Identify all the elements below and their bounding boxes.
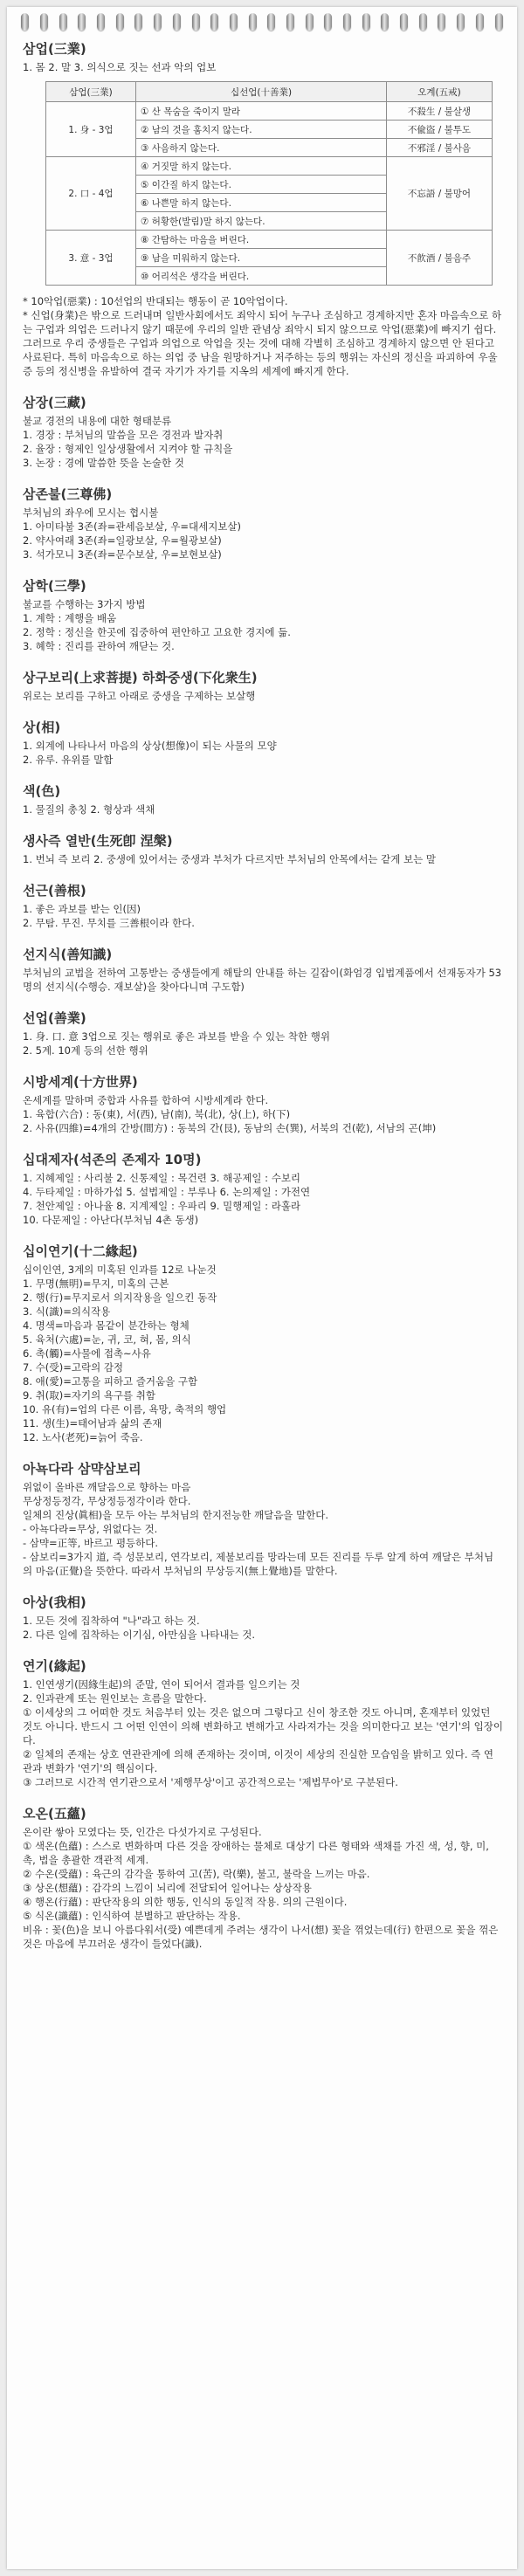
text-line: 1. 무명(無明)=무지, 미혹의 근본 [23, 1278, 169, 1290]
section-title: 오온(五蘊) [23, 1806, 86, 1822]
text-line: 불교를 수행하는 3가지 방법 [23, 598, 146, 610]
group-name: 3. 意 - 3업 [46, 231, 136, 286]
binding-ring-icon [306, 13, 314, 31]
section-title: 선업(善業) [23, 1010, 86, 1026]
section-title: 삼존불(三尊佛) [23, 486, 113, 502]
note-line: * 10악업(惡業) : 10선업의 반대되는 행동이 곧 10악업이다. [23, 295, 288, 307]
text-line: 온이란 쌓아 모였다는 뜻, 인간은 다섯가지로 구성된다. [23, 1826, 262, 1838]
text-line: 12. 노사(老死)=늙어 죽음. [23, 1431, 143, 1443]
text-line: 2. 5계. 10계 등의 선한 행위 [23, 1044, 148, 1057]
text-line: 11. 생(生)=태어남과 삶의 존재 [23, 1417, 162, 1429]
section-seongeun [23, 882, 503, 930]
binding-ring-icon [40, 13, 48, 31]
precept-item: ① 산 목숨을 죽이지 말라 [136, 102, 387, 121]
binding-ring-icon [21, 13, 29, 31]
section-title: 아상(我相) [23, 1595, 86, 1610]
precept-name: 不飮酒 / 불음주 [387, 231, 493, 286]
spiral-binding [7, 7, 517, 37]
note-line: * 신업(身業)은 밖으로 드러내며 일반사회에서도 죄악시 되어 누구나 조심하고 경계하지만 혼자 마음속으로 하는 구업과 의업은 드러나지 않기 때문에 우리의 일반 관념상 죄악시 되지 않으므로 악업(惡業)에 빠지기 쉽다. 그러므로 우리 중생들은 구업과 의업으로 악업을 짓는 것에 대해 각별히 조심하고 경계하지 않으면 안 된다고 사료된다. 특히 마음속으로 하는 의업 중 남을 원망하거나 저주하는 등의 행위는 자신의 정신을 파괴하여 우울증 등의 정신병을 유발하여 결국 자기가 자기를 지옥의 세계에 빠지게 한다. [23, 309, 502, 377]
text-line: 1. 身. 口. 意 3업으로 짓는 행위로 좋은 과보를 받을 수 있는 착한 행위 [23, 1030, 331, 1043]
col-header: 오계(五戒) [387, 82, 493, 102]
binding-ring-icon [192, 13, 200, 31]
precept-name: 不忘語 / 불망어 [387, 157, 493, 231]
section-yeongi [23, 1657, 503, 1789]
text-line: 2. 약사여래 3존(좌=일광보살, 우=월광보살) [23, 534, 222, 547]
binding-ring-icon [78, 13, 86, 31]
text-line: ③ 상온(想蘊) : 감각의 느낌이 뇌리에 전달되어 일어나는 상상작용 [23, 1882, 312, 1894]
col-header: 십선업(十善業) [136, 82, 387, 102]
precept-item: ⑥ 나쁜말 하지 않는다. [136, 194, 387, 212]
section-sang [23, 719, 503, 767]
binding-ring-icon [173, 13, 181, 31]
precept-item: ③ 사음하지 않는다. [136, 139, 387, 157]
text-line: 2. 인과관계 또는 원인보는 흐름을 말한다. [23, 1692, 207, 1705]
text-line: 7. 수(受)=고락의 감정 [23, 1361, 124, 1374]
section-sipdae-jeja [23, 1151, 503, 1227]
text-line: 일체의 진상(眞相)을 모두 아는 부처님의 한지전능한 깨달음을 말한다. [23, 1509, 329, 1521]
text-line: - 삼보리=3가지 道, 즉 성문보리, 연각보리, 제불보리를 망라는데 모든 진리를 두루 알게 하여 깨달은 부처님의 마음(正覺)을 뜻한다. 따라서 부처님의 무상등지(無上覺地)를 말한다. [23, 1551, 494, 1577]
text-line: 1. 계학 : 계행을 배움 [23, 612, 117, 624]
text-line: 2. 정학 : 정신을 한곳에 집중하여 편안하고 고요한 경지에 듦. [23, 626, 291, 638]
precept-item: ⑦ 허황한(발림)말 하지 않는다. [136, 212, 387, 231]
section-seoneop [23, 1009, 503, 1057]
section-oon [23, 1805, 503, 1951]
section-title: 선지식(善知識) [23, 947, 113, 962]
section-title: 삼업(三業) [23, 41, 86, 57]
binding-ring-icon [249, 13, 257, 31]
precept-item: ④ 거짓말 하지 않는다. [136, 157, 387, 176]
binding-ring-icon [343, 13, 351, 31]
text-line: 무상정등정각, 무상정등정각이라 한다. [23, 1495, 191, 1507]
text-line: 불교 경전의 내용에 대한 형태분류 [23, 415, 172, 427]
text-line: 비유 : 꽃(色)을 보니 아름다워서(受) 예쁜데게 주려는 생각이 나서(想) 꽃을 꺾었는데(行) 한편으로 꽃을 꺾은 것은 마음에 부끄러운 생각이 들었다(識). [23, 1924, 499, 1950]
section-title: 시방세계(十方世界) [23, 1074, 138, 1090]
text-line: ② 수온(受蘊) : 육근의 감각을 통하여 고(苦), 락(樂), 불고, 불락을 느끼는 마음. [23, 1868, 370, 1880]
section-title: 십이연기(十二緣起) [23, 1243, 138, 1259]
precept-name: 不邪淫 / 불사음 [387, 139, 493, 157]
section-title: 상(相) [23, 720, 61, 735]
text-line: 1. 외계에 나타나서 마음의 상상(想像)이 되는 사물의 모양 [23, 740, 277, 752]
binding-ring-icon [154, 13, 162, 31]
binding-ring-icon [210, 13, 218, 31]
text-line: ⑤ 식온(識蘊) : 인식하여 분별하고 판단하는 작용. [23, 1910, 241, 1922]
section-samjang [23, 394, 503, 470]
text-line: ④ 행온(行蘊) : 판단작용의 의한 행동, 인식의 동일적 작용. 의의 근원이다. [23, 1896, 348, 1908]
text-line: 3. 식(識)=의식작용 [23, 1305, 111, 1318]
precept-name: 不殺生 / 불살생 [387, 102, 493, 121]
text-line: 4. 두타제일 : 마하가섭 5. 설법제일 : 부루나 6. 논의제일 : 가전연 [23, 1186, 311, 1198]
precept-item: ⑧ 간탐하는 마음을 버린다. [136, 231, 387, 249]
text-line: ③ 그러므로 시간적 연기관으로서 '제행무상'이고 공간적으로는 '제법무아'로 구분된다. [23, 1776, 398, 1788]
text-line: 부처님의 교법을 전하여 고통받는 중생들에게 해탈의 안내를 하는 길잡이(화엄경 입법계품에서 선재동자가 53명의 선지식(수행승. 재보살)을 찾아다니며 구도함) [23, 967, 502, 993]
text-line: 1. 좋은 과보를 받는 인(因) [23, 903, 141, 915]
precept-item: ⑩ 어리석은 생각을 버린다. [136, 267, 387, 286]
section-title: 색(色) [23, 783, 61, 799]
text-line: ① 이세상의 그 어떠한 것도 처음부터 있는 것은 없으며 그렇다고 신이 창조한 것도 아니며, 혼재부터 있었던 것도 아니다. 반드시 그 어떤 인연이 의해 변화하고 변해가고 사라져가는 것을 의미한다고 보는 '연기'의 입장이다. [23, 1706, 503, 1746]
text-line: 9. 취(取)=자기의 욕구를 취함 [23, 1389, 156, 1402]
table-row [46, 231, 493, 249]
text-line: 1. 물질의 총칭 2. 형상과 색채 [23, 803, 155, 816]
text-line: - 삼먁=正等, 바르고 평등하다. [23, 1537, 159, 1549]
text-line: 7. 천안제일 : 아나율 8. 지계제일 : 우파리 9. 밀행제일 : 라훌라 [23, 1200, 301, 1212]
text-line: 10. 유(有)=업의 다른 이름, 욕망, 축적의 행업 [23, 1403, 227, 1415]
text-line: 2. 무탐. 무진. 무치를 三善根이라 한다. [23, 917, 195, 929]
binding-ring-icon [286, 13, 294, 31]
section-sibang-segye [23, 1073, 503, 1135]
section-sameop [23, 40, 503, 378]
text-line: 2. 사유(四維)=4개의 간방(間方) : 동북의 간(艮), 동남의 손(巽), 서북의 건(乾), 서남의 곤(坤) [23, 1122, 437, 1134]
text-line: 1. 모든 것에 집착하여 "나"라고 하는 것. [23, 1615, 200, 1627]
text-line: 위없이 올바른 깨달음으로 향하는 마음 [23, 1481, 191, 1493]
section-title: 아뇩다라 삼먁삼보리 [23, 1461, 141, 1477]
text-line: 부처님의 좌우에 모시는 협시불 [23, 506, 159, 519]
binding-ring-icon [438, 13, 445, 31]
section-saengsa [23, 832, 503, 866]
text-line: 2. 다른 일에 집착하는 이기심, 아만심을 나타내는 것. [23, 1629, 256, 1641]
section-anuttara [23, 1460, 503, 1578]
text-line: 3. 논장 : 경에 말씀한 뜻을 논술한 것 [23, 457, 184, 469]
binding-ring-icon [97, 13, 105, 31]
section-title: 삼장(三藏) [23, 395, 86, 410]
section-samjonbul [23, 486, 503, 561]
text-line: ① 색온(色蘊) : 스스로 변화하며 다른 것을 장애하는 물체로 대상기 다른 형태와 색채를 가진 색, 성, 향, 미, 촉, 법을 총괄한 객관적 세계. [23, 1840, 489, 1866]
binding-ring-icon [324, 13, 332, 31]
group-name: 1. 身 - 3업 [46, 102, 136, 157]
notebook-page [7, 7, 517, 2569]
binding-ring-icon [230, 13, 238, 31]
section-title: 선근(善根) [23, 883, 86, 899]
text-line: 십이인연, 3계의 미혹된 인과를 12로 나눈것 [23, 1264, 217, 1276]
text-line: ② 일체의 존재는 상호 연관관계에 의해 존재하는 것이며, 이것이 세상의 진실한 모습임을 밝히고 있다. 즉 연관과 변화가 '연기'의 핵심이다. [23, 1748, 494, 1774]
precept-item: ⑨ 남을 미워하지 않는다. [136, 249, 387, 267]
text-line: - 아뇩다라=무상, 위없다는 것. [23, 1523, 158, 1535]
text-line: 1. 육합(六合) : 동(東), 서(西), 남(南), 북(北), 상(上), 하(下) [23, 1108, 291, 1120]
precept-item: ⑤ 이간질 하지 않는다. [136, 176, 387, 194]
text-line: 1. 인연생기(因緣生起)의 준말, 연이 되어서 결과를 일으키는 것 [23, 1678, 300, 1691]
binding-ring-icon [419, 13, 427, 31]
text-line: 1. 경장 : 부처님의 말씀을 모은 경전과 발자취 [23, 429, 224, 441]
binding-ring-icon [381, 13, 389, 31]
text-line: 2. 유루. 유위를 말함 [23, 754, 114, 766]
section-sanggu-bori [23, 669, 503, 703]
section-samhak [23, 577, 503, 653]
text-line: 10. 다문제일 : 아난다(부처님 4촌 동생) [23, 1214, 199, 1226]
group-name: 2. 口 - 4업 [46, 157, 136, 231]
binding-ring-icon [134, 13, 142, 31]
binding-ring-icon [267, 13, 275, 31]
section-title: 상구보리(上求菩提) 하화중생(下化衆生) [23, 670, 258, 685]
section-sibi-yeongi [23, 1243, 503, 1444]
text-line: 1. 번뇌 즉 보리 2. 중생에 있어서는 중생과 부처가 다르지만 부처님의 안목에서는 같게 보는 말 [23, 853, 437, 865]
text-line: 8. 애(愛)=고통을 피하고 즐거움을 구함 [23, 1375, 198, 1388]
binding-ring-icon [362, 13, 370, 31]
binding-ring-icon [476, 13, 484, 31]
binding-ring-icon [59, 13, 67, 31]
text-line: 온세계를 말하며 중합과 사유를 합하여 시방세계라 한다. [23, 1094, 269, 1106]
binding-ring-icon [400, 13, 408, 31]
text-line: 2. 율장 : 형제인 일상생활에서 지켜야 할 규칙을 [23, 443, 233, 455]
section-title: 연기(緣起) [23, 1658, 86, 1674]
text-line: 3. 혜학 : 진리를 관하여 깨닫는 것. [23, 640, 175, 652]
section-seonjisik [23, 946, 503, 994]
table-row [46, 102, 493, 121]
section-intro: 1. 몸 2. 말 3. 의식으로 짓는 선과 악의 업보 [23, 61, 217, 73]
text-line: 4. 명색=마음과 몸같이 분간하는 형체 [23, 1319, 190, 1332]
binding-ring-icon [457, 13, 465, 31]
col-header: 삼업(三業) [46, 82, 136, 102]
text-line: 6. 촉(觸)=사물에 접촉~사유 [23, 1347, 151, 1360]
text-line: 3. 석가모니 3존(좌=문수보살, 우=보현보살) [23, 548, 222, 561]
section-asang [23, 1594, 503, 1642]
text-line: 5. 육처(六處)=눈, 귀, 코, 혀, 몸, 의식 [23, 1333, 191, 1346]
table-row [46, 157, 493, 176]
precept-item: ② 남의 것을 훔치지 않는다. [136, 121, 387, 139]
section-title: 삼학(三學) [23, 578, 86, 594]
binding-ring-icon [116, 13, 124, 31]
text-line: 위로는 보리를 구하고 아래로 중생을 구제하는 보살행 [23, 690, 256, 702]
text-line: 1. 아미타불 3존(좌=관세음보살, 우=대세지보살) [23, 520, 242, 533]
section-title: 생사즉 열반(生死卽 涅槃) [23, 833, 173, 849]
binding-ring-icon [495, 13, 503, 31]
karma-table [45, 81, 493, 286]
section-title: 십대제자(석존의 존제자 10명) [23, 1152, 202, 1167]
section-saek [23, 782, 503, 816]
page-content [23, 40, 503, 1966]
text-line: 2. 행(行)=무지로서 의지작용을 일으킨 동작 [23, 1291, 217, 1304]
precept-name: 不偸盜 / 불투도 [387, 121, 493, 139]
text-line: 1. 지혜제일 : 사리불 2. 신통제일 : 목건련 3. 해공제일 : 수보리 [23, 1172, 301, 1184]
